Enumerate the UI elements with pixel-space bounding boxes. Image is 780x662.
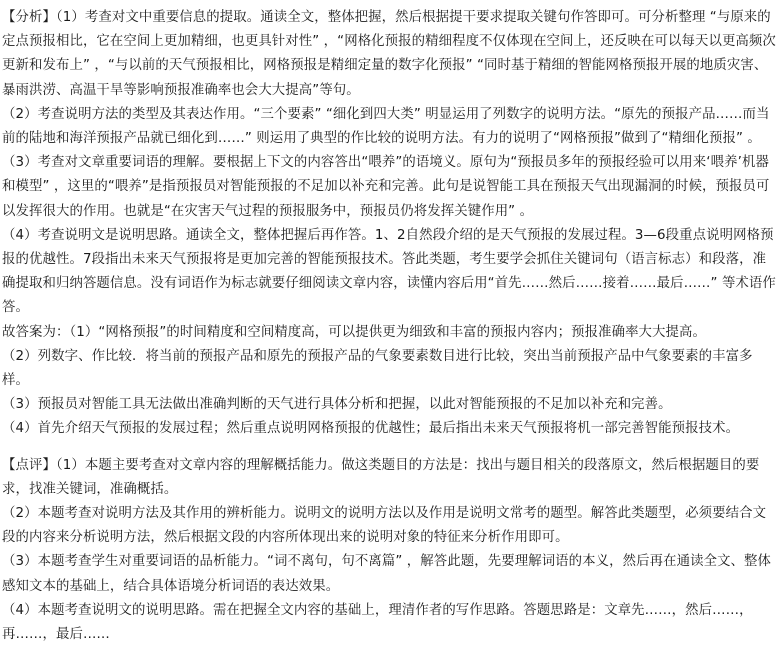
answer-item-1-text: （1）“网格预报”的时间精度和空间精度高，可以提供更为细致和丰富的预报内容内；预报准确率大大提高。 <box>69 324 707 340</box>
comment-item-4: （4）本题考查说明文的说明思路。需在把握全文内容的基础上，理清作者的写作思路。答题思路是：文章先……，然后……，再……，最后…… <box>2 602 753 643</box>
analysis-item-1-text: （1）考查对文中重要信息的提取。通读全文，整体把握，然后根据提干要求提取关键句作答即可。可分析整理 “与原来的定点预报相比，它在空间上更加精细，也更具针对性” ，“网格化预报的精细程度不仅体现在空间上，还反映在可以每天以更高频次更新和发布上” ，“与以前的天气预报相比，网格预报是精细定量的数字化预报” “同时基于精细的智能网格预报开展的地质灾害、暴雨洪涝、高温干旱等影响预报准确率也会大大提高”等句。 <box>2 10 776 98</box>
analysis-item-4: （4）考查说明文是说明思路。通读全文，整体把握后再作答。1、2自然段介绍的是天气预报的发展过程。3—6段重点说明网格预报的优越性。7段指出未来天气预报将是更加完善的智能预报技术。答此类题，考生要学会抓住关键词句（语言标志）和段落，准确提取和归纳答题信息。没有词语作为标志就要仔细阅读文章内容，读懂内容后用“首先……然后……接着……最后……” 等术语作答。 <box>2 227 776 316</box>
answer-item-2: （2）列数字、作比较．将当前的预报产品和原先的预报产品的气象要素数目进行比较，突出当前预报产品中气象要素的丰富多样。 <box>2 348 753 389</box>
comment-item-3: （3）本题考查学生对重要词语的品析能力。“词不离句，句不离篇” ，解答此题，先要理解词语的本义，然后再在通读全文、整体感知文本的基础上，结合具体语境分析词语的表达效果。 <box>2 554 772 594</box>
section-spacer <box>2 442 776 454</box>
comment-item-1-text: （1）本题主要考查对文章内容的理解概括能力。做这类题目的方法是：找出与题目相关的段落原文，然后根据题目的要求，找准关键词，准确概括。 <box>2 457 760 497</box>
analysis-item-1 <box>2 6 776 103</box>
answer-item-3: （3）预报员对智能工具无法做出准确判断的天气进行具体分析和把握，以此对智能预报的不足加以补充和完善。 <box>2 397 672 413</box>
analysis-item-3: （3）考查对文章重要词语的理解。要根据上下文的内容答出“喂养”的语境义。原句为“预报员多年的预报经验可以用来‘喂养’机器和模型” ，这里的“喂养”是指预报员对智能预报的不足加以补充和完善。此句是说智能工具在预报天气出现漏洞的时候，预报员可以发挥很大的作用。也就是“在灾害天气过程的预报服务中，预报员仍将发挥关键作用” 。 <box>2 155 770 219</box>
answer-header: 故答案为： <box>2 324 70 340</box>
analysis-header: 【分析】 <box>2 10 56 25</box>
answer-item-4: （4）首先介绍天气预报的发展过程；然后重点说明网格预报的优越性；最后指出未来天气预报将机一部完善智能预报技术。 <box>2 421 740 437</box>
comment-header: 【点评】 <box>2 457 56 473</box>
answer-item-1 <box>2 321 776 345</box>
comment-item-1 <box>2 454 776 502</box>
comment-item-2: （2）本题考查对说明方法及其作用的辨析能力。说明文的说明方法以及作用是说明文常考的题型。解答此类题型，必须要结合文段的内容来分析说明方法，然后根据文段的内容所体现出来的说明对象的特征来分析作用即可。 <box>2 506 767 546</box>
analysis-item-2: （2）考查说明方法的类型及其表达作用。“三个要素” “细化到四大类” 明显运用了列数字的说明方法。“原先的预报产品……而当前的陆地和海洋预报产品就已细化到……” 则运用了典型的作比较的说明方法。有力的说明了“网格预报”做到了“精细化预报” 。 <box>2 106 770 147</box>
